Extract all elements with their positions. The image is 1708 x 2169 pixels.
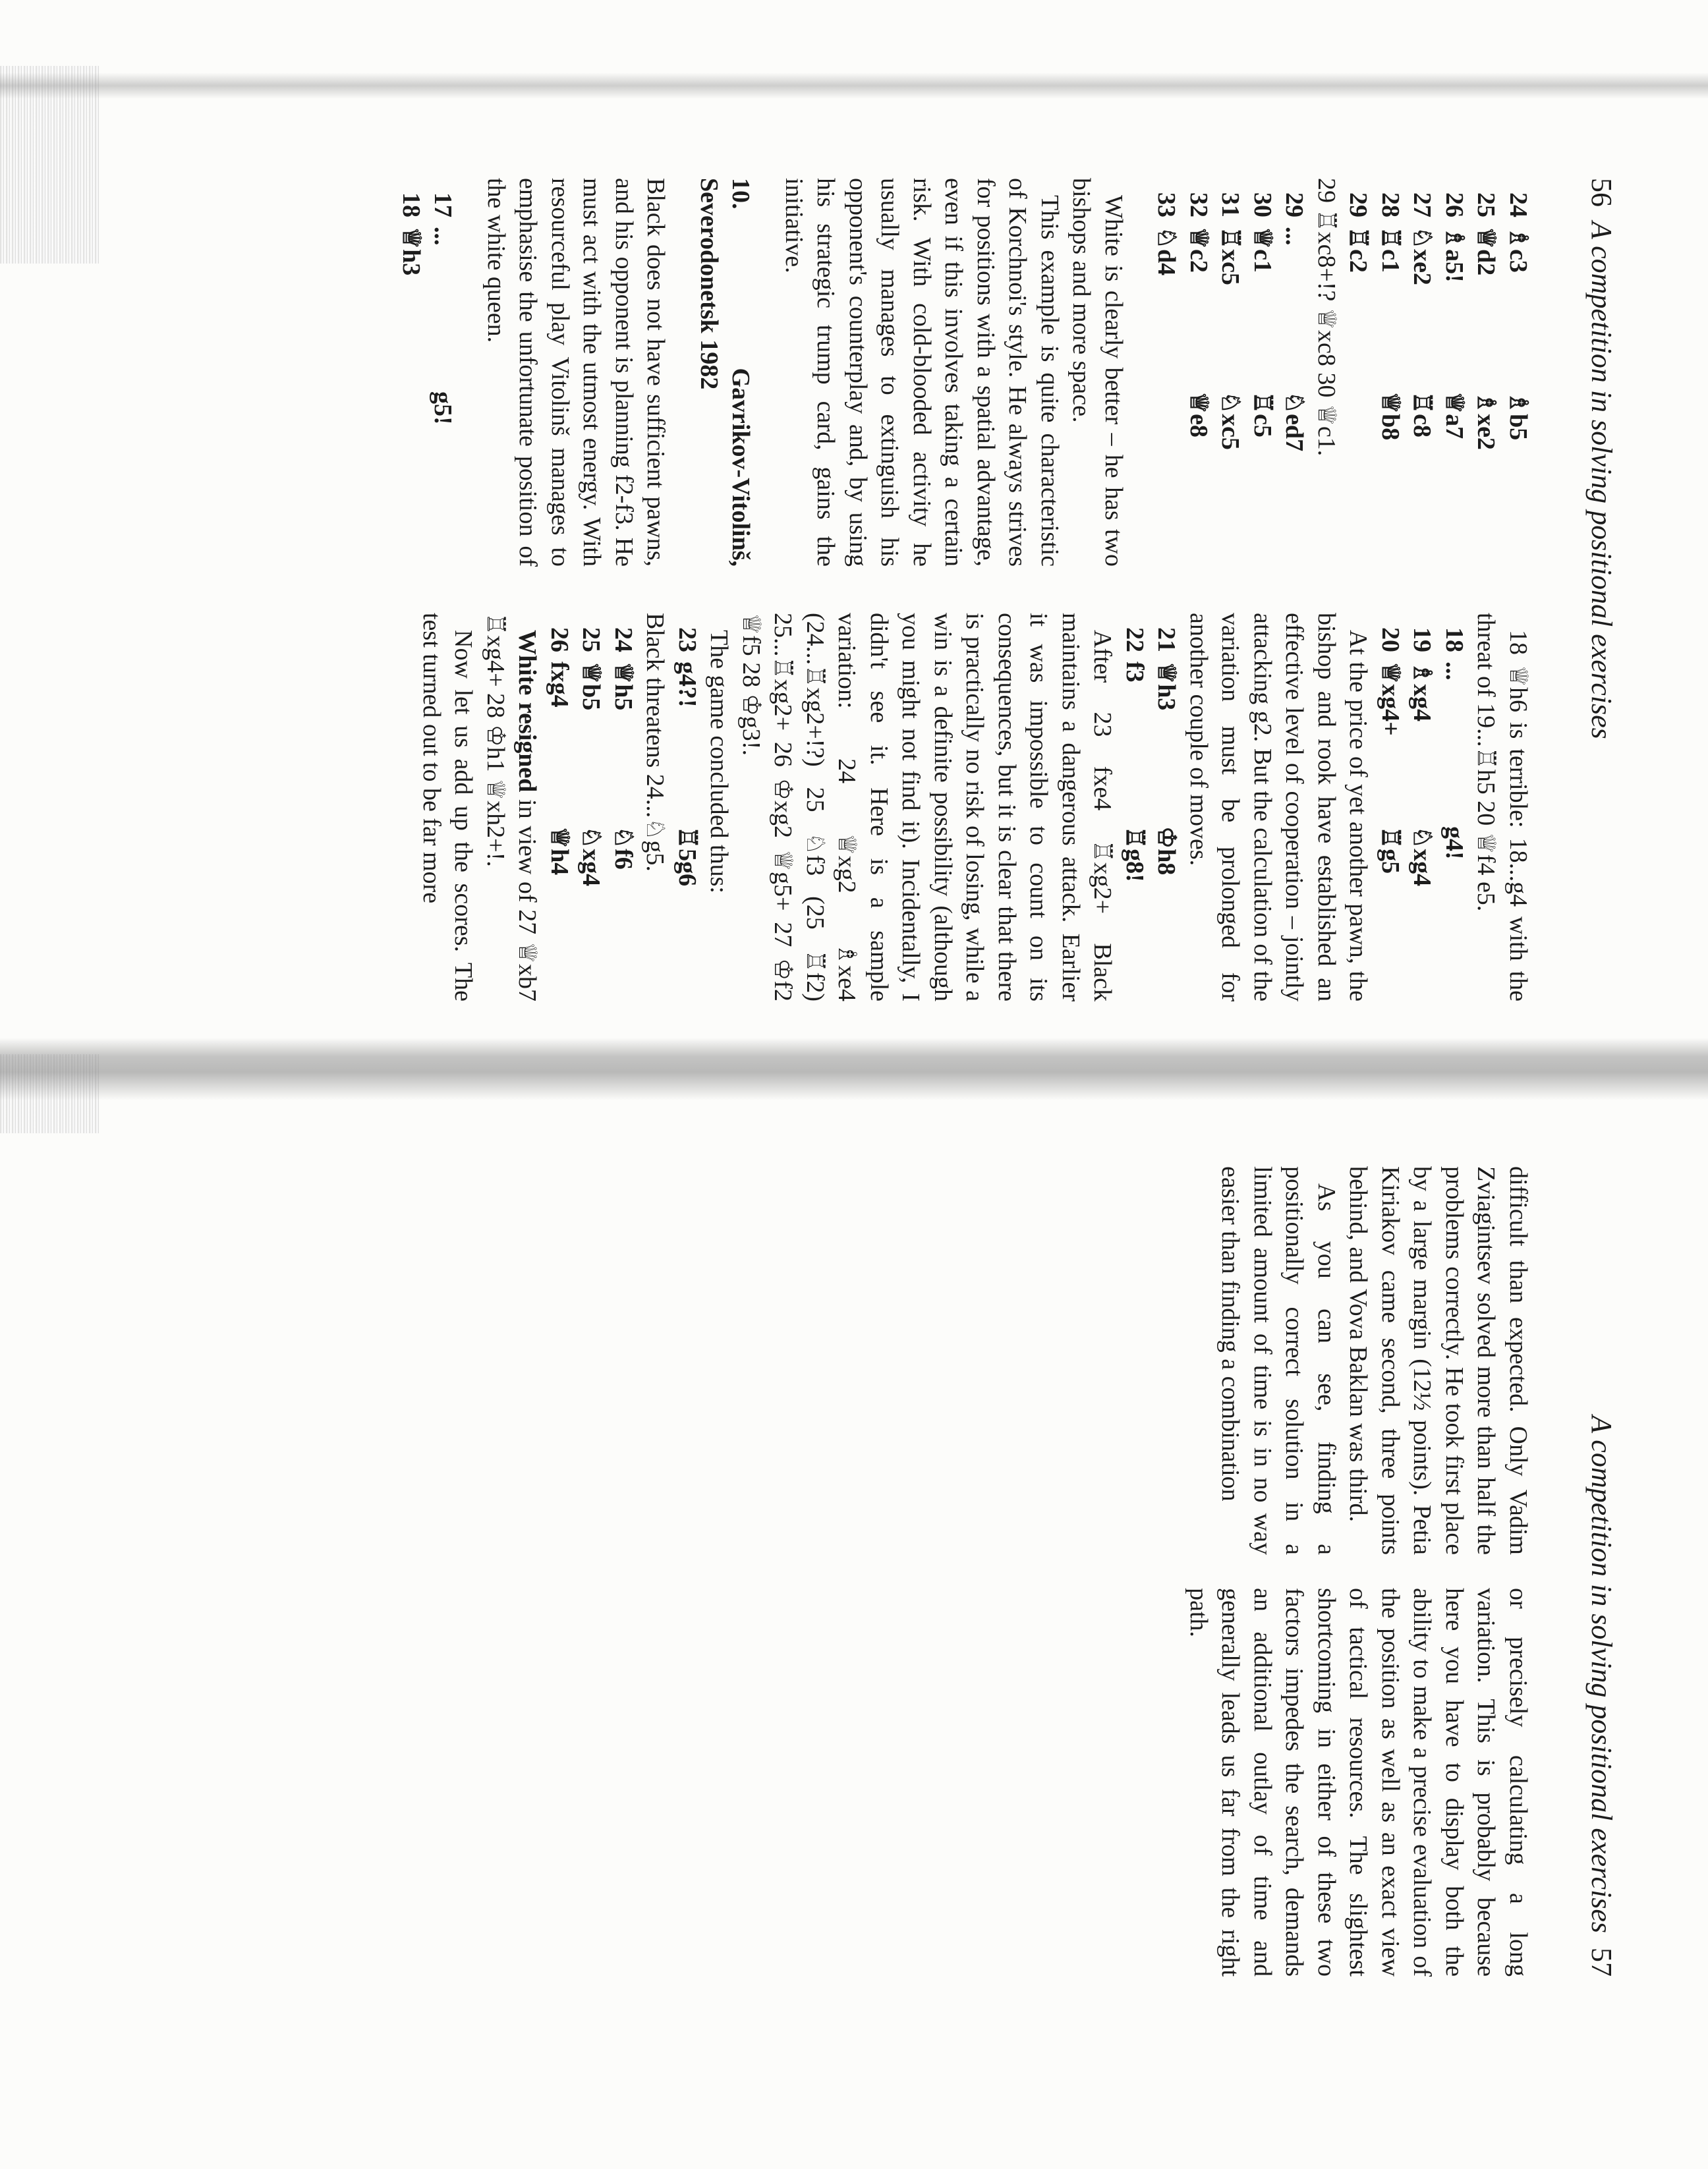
move-number: 18: [397, 192, 425, 217]
move-row: [395, 178, 428, 567]
page-57: [329, 1166, 1621, 1977]
move-row: [575, 613, 608, 1001]
white-move: ...: [1440, 662, 1468, 681]
move-row: [1247, 178, 1279, 567]
move-number: 32: [1185, 192, 1212, 217]
move-row: [1502, 178, 1535, 567]
move-number: 27: [1408, 192, 1437, 217]
move-number: 29: [1344, 192, 1373, 217]
result-continuation: in view of 27 ♕xb7 ♖xg4+ 28 ♔h1 ♕xh2+!.: [482, 613, 542, 1001]
paragraph: The game concluded thus:: [705, 630, 733, 893]
move-number: 22: [1121, 627, 1149, 652]
black-move: ♗xe2: [1472, 391, 1500, 450]
white-move: ♗a5!: [1440, 227, 1468, 283]
move-number: 31: [1216, 192, 1245, 217]
black-move: ♘f6: [610, 826, 637, 870]
white-move: ♕h5: [610, 662, 637, 711]
black-move: ♗b5: [1504, 391, 1532, 441]
white-move: fxg4: [546, 662, 573, 708]
white-move: ♕h3: [1153, 662, 1181, 711]
black-move: ♖c8: [1408, 391, 1437, 437]
move-row: [1406, 613, 1438, 1001]
column-1: [395, 178, 1535, 567]
white-move: ♕d2: [1472, 227, 1500, 276]
white-move: g4?!: [673, 662, 701, 708]
running-head: [1581, 178, 1621, 1001]
move-number: 33: [1153, 192, 1181, 217]
column-2: [1183, 1588, 1535, 1977]
black-move: ♕b8: [1377, 391, 1404, 441]
move-number: 19: [1408, 627, 1437, 652]
paragraph: [480, 613, 544, 1001]
move-row: [1438, 178, 1471, 567]
running-head-title: A competition in solving positional exercises: [1585, 221, 1618, 739]
moves-block-c: [395, 178, 459, 567]
paragraph: difficult than expected. Only Vadim Zviagintsev solved more than half the problems correctly. He took first place by a large margin (12½ points). Petia Kiriakov came second, three points behind, and Vova Baklan was third.: [1344, 1166, 1532, 1555]
move-number: 20: [1377, 627, 1404, 652]
paragraph: Black threatens 24...♘g5.: [641, 613, 669, 872]
white-move: ♕h3: [397, 227, 425, 276]
black-move: ♕a7: [1440, 391, 1468, 439]
move-row: [427, 178, 459, 567]
white-move: ♖c1: [1377, 227, 1404, 273]
black-move: ♖g8!: [1121, 826, 1149, 882]
move-row: [1470, 178, 1502, 567]
result-text: White resigned: [513, 630, 542, 793]
variation-note: 29 ♖xc8+!? ♕xc8 30 ♕c1.: [1313, 178, 1340, 457]
black-move: ♕e8: [1185, 391, 1212, 437]
move-number: 26: [1440, 192, 1468, 217]
black-move: ♖g5: [1377, 826, 1404, 874]
move-number: 28: [1377, 192, 1404, 217]
moves-block-c: [671, 613, 704, 1001]
page-gutter-shadow: [0, 1038, 1708, 1100]
move-row: [671, 613, 704, 1001]
moves-block-a: [1375, 613, 1471, 1001]
black-move: ♘ed7: [1280, 391, 1309, 452]
move-row: [544, 613, 576, 1001]
white-move: ♗c3: [1504, 227, 1532, 273]
black-move: [395, 391, 428, 567]
black-move: g5!: [429, 391, 457, 425]
running-head: [1581, 1166, 1621, 1977]
move-row: [1151, 178, 1183, 567]
paragraph: At the price of yet another pawn, the bishop and rook have established an effective level of cooperation – jointly attacking g2. But the calculation of the variation must be prolonged for another couple of moves.: [1185, 613, 1373, 1001]
white-move: f3: [1121, 662, 1149, 683]
move-number: 24: [1504, 192, 1532, 217]
scan-top-shadow: [0, 72, 1708, 99]
move-number: 24: [610, 627, 637, 652]
column-2: [395, 613, 1535, 1001]
white-move: ♘xe2: [1408, 227, 1437, 285]
running-head-title: A competition in solving positional exercises: [1585, 1415, 1618, 1933]
white-move: ♕b5: [577, 662, 606, 711]
moves-block-a: [1342, 178, 1534, 567]
move-number: 17: [429, 192, 457, 217]
move-number: 25: [1472, 192, 1500, 217]
move-number: 30: [1249, 192, 1276, 217]
moves-block-d: [544, 613, 640, 1001]
white-move: ♘d4: [1153, 227, 1181, 276]
black-move: ♘xg4: [1408, 826, 1437, 887]
move-row: [1342, 178, 1375, 567]
page-number: 57: [1585, 1948, 1618, 1977]
white-move: ♕c2: [1185, 227, 1212, 273]
white-move: ...: [1280, 227, 1309, 246]
move-number: 21: [1153, 627, 1181, 652]
move-number: 29: [1280, 192, 1309, 217]
moves-block-b: [1119, 613, 1183, 1001]
paragraph: Now let us add up the scores. The test turned out to be far more: [418, 613, 478, 1001]
moves-block-b: [1151, 178, 1311, 567]
move-row: [1438, 613, 1471, 1001]
move-row: [1375, 178, 1407, 567]
move-number: 25: [577, 627, 606, 652]
page-56: [329, 178, 1621, 1001]
paragraph: As you can see, finding a positionally correct solution in a limited amount of time is in no way easier than finding a combination: [1216, 1166, 1340, 1555]
paragraph: 18 ♕h6 is terrible: 18...g4 with the threat of 19...♖h5 20 ♕f4 e5.: [1472, 613, 1532, 1001]
move-row: [1375, 613, 1407, 1001]
move-row: [1151, 613, 1183, 1001]
white-move: ♕c1: [1249, 227, 1276, 273]
black-move: ♖5g6: [673, 826, 701, 887]
black-move: ♔h8: [1153, 826, 1181, 876]
black-move: g4!: [1440, 826, 1468, 860]
page-number: 56: [1585, 178, 1618, 207]
white-move: ♗xg4: [1408, 662, 1437, 722]
move-number: 26: [546, 627, 573, 652]
move-number: 18: [1440, 627, 1468, 652]
white-move: ♖xc5: [1216, 227, 1245, 285]
black-move: ♖c5: [1249, 391, 1276, 437]
paragraph: White is clearly better – he has two bishops and more space.: [1068, 178, 1127, 567]
white-move: ...: [429, 227, 457, 246]
paragraph: After 23 fxe4 ♖xg2+ Black maintains a dangerous attack. Earlier it was impossible to count on its consequences, but it is clear that there is practically no risk of losing, while a win is a definite possibility (although you might not find it). Incidentally, I didn't see it. Here is a sample variation: 24 ♕xg2 ♗xe4 (24...♖xg2+!?) 25 ♘f3 (25 ♖f2) 25...♖xg2+ 26 ♔xg2 ♕g5+ 27 ♔f2 ♕f5 28 ♔g3!.: [737, 613, 1117, 1001]
paragraph: This example is quite characteristic of Korchnoi's style. He always strives for positions with a spatial advantage, even if this involves taking a certain risk. With cold-blooded activity he usually manages to extinguish his opponent's counterplay and, by using his strategic trump card, gains the initiative.: [780, 178, 1064, 567]
move-row: [1406, 178, 1438, 567]
paragraph: or precisely calculating a long variation. This is probably because here you have to display both the ability to make a precise evaluation of the position as well as an exact view of tactical resources. The slightest shortcoming in either of these two factors impedes the search, demands an additional outlay of time and generally leads us far from the right path.: [1185, 1588, 1532, 1977]
game-heading: 10. Gavrikov-Vitolinš, Severodonetsk 1982: [695, 178, 755, 567]
white-move: ♖c2: [1344, 227, 1373, 273]
white-move: ♕xg4+: [1377, 662, 1404, 736]
move-row: [1183, 178, 1215, 567]
black-move: ♕h4: [546, 826, 573, 876]
black-move: [1342, 391, 1375, 567]
move-number: 23: [673, 627, 701, 652]
column-1: [1183, 1166, 1535, 1555]
move-row: [608, 613, 640, 1001]
paragraph: Black does not have sufficient pawns, and his opponent is planning f2-f3. He must act with the utmost energy. With resourceful play Vitolinš manages to emphasise the unfortunate position of the white queen.: [482, 178, 670, 567]
move-row: [1119, 613, 1151, 1001]
black-move: ♘xc5: [1216, 391, 1245, 450]
black-move: ♘xg4: [577, 826, 606, 887]
move-row: [1278, 178, 1311, 567]
move-row: [1214, 178, 1247, 567]
black-move: [1151, 391, 1183, 567]
